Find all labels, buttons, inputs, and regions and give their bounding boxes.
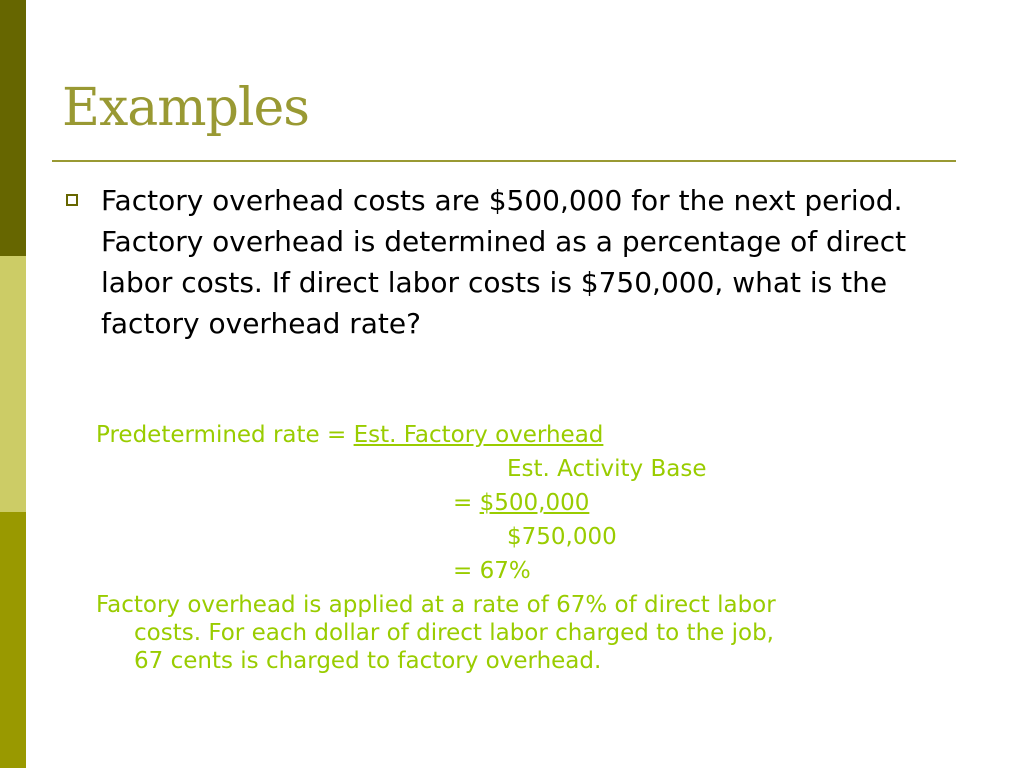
hollow-square-bullet-icon xyxy=(66,194,78,206)
sidebar-band-middle xyxy=(0,256,26,512)
formula-numerator-label: Est. Factory overhead xyxy=(353,422,604,448)
formula-line-3 xyxy=(453,488,589,518)
note-line-2: costs. For each dollar of direct labor charged to the job, xyxy=(134,620,774,646)
note-line-1: Factory overhead is applied at a rate of 67% of direct labor xyxy=(96,592,776,618)
formula-lhs: Predetermined rate = xyxy=(96,422,354,448)
sidebar-band-bottom xyxy=(0,512,26,768)
sidebar-stripe xyxy=(0,0,26,768)
formula-denominator-value: $750,000 xyxy=(507,524,617,550)
title-divider xyxy=(52,160,956,162)
explanation-note xyxy=(96,591,976,675)
formula-numerator-value: $500,000 xyxy=(479,490,590,516)
note-line-3: 67 cents is charged to factory overhead. xyxy=(134,648,602,674)
slide-title: Examples xyxy=(62,78,309,138)
formula-denominator-label: Est. Activity Base xyxy=(507,456,707,482)
sidebar-band-top xyxy=(0,0,26,256)
formula-line-1 xyxy=(96,420,603,450)
formula-eq-sign: = xyxy=(453,490,480,516)
bullet-text: Factory overhead costs are $500,000 for the next period. Factory overhead is determined as a percentage of direct labor costs. If direct labor costs is $750,000, what is the factory overhead rate? xyxy=(101,184,907,340)
formula-result: = 67% xyxy=(453,558,531,584)
